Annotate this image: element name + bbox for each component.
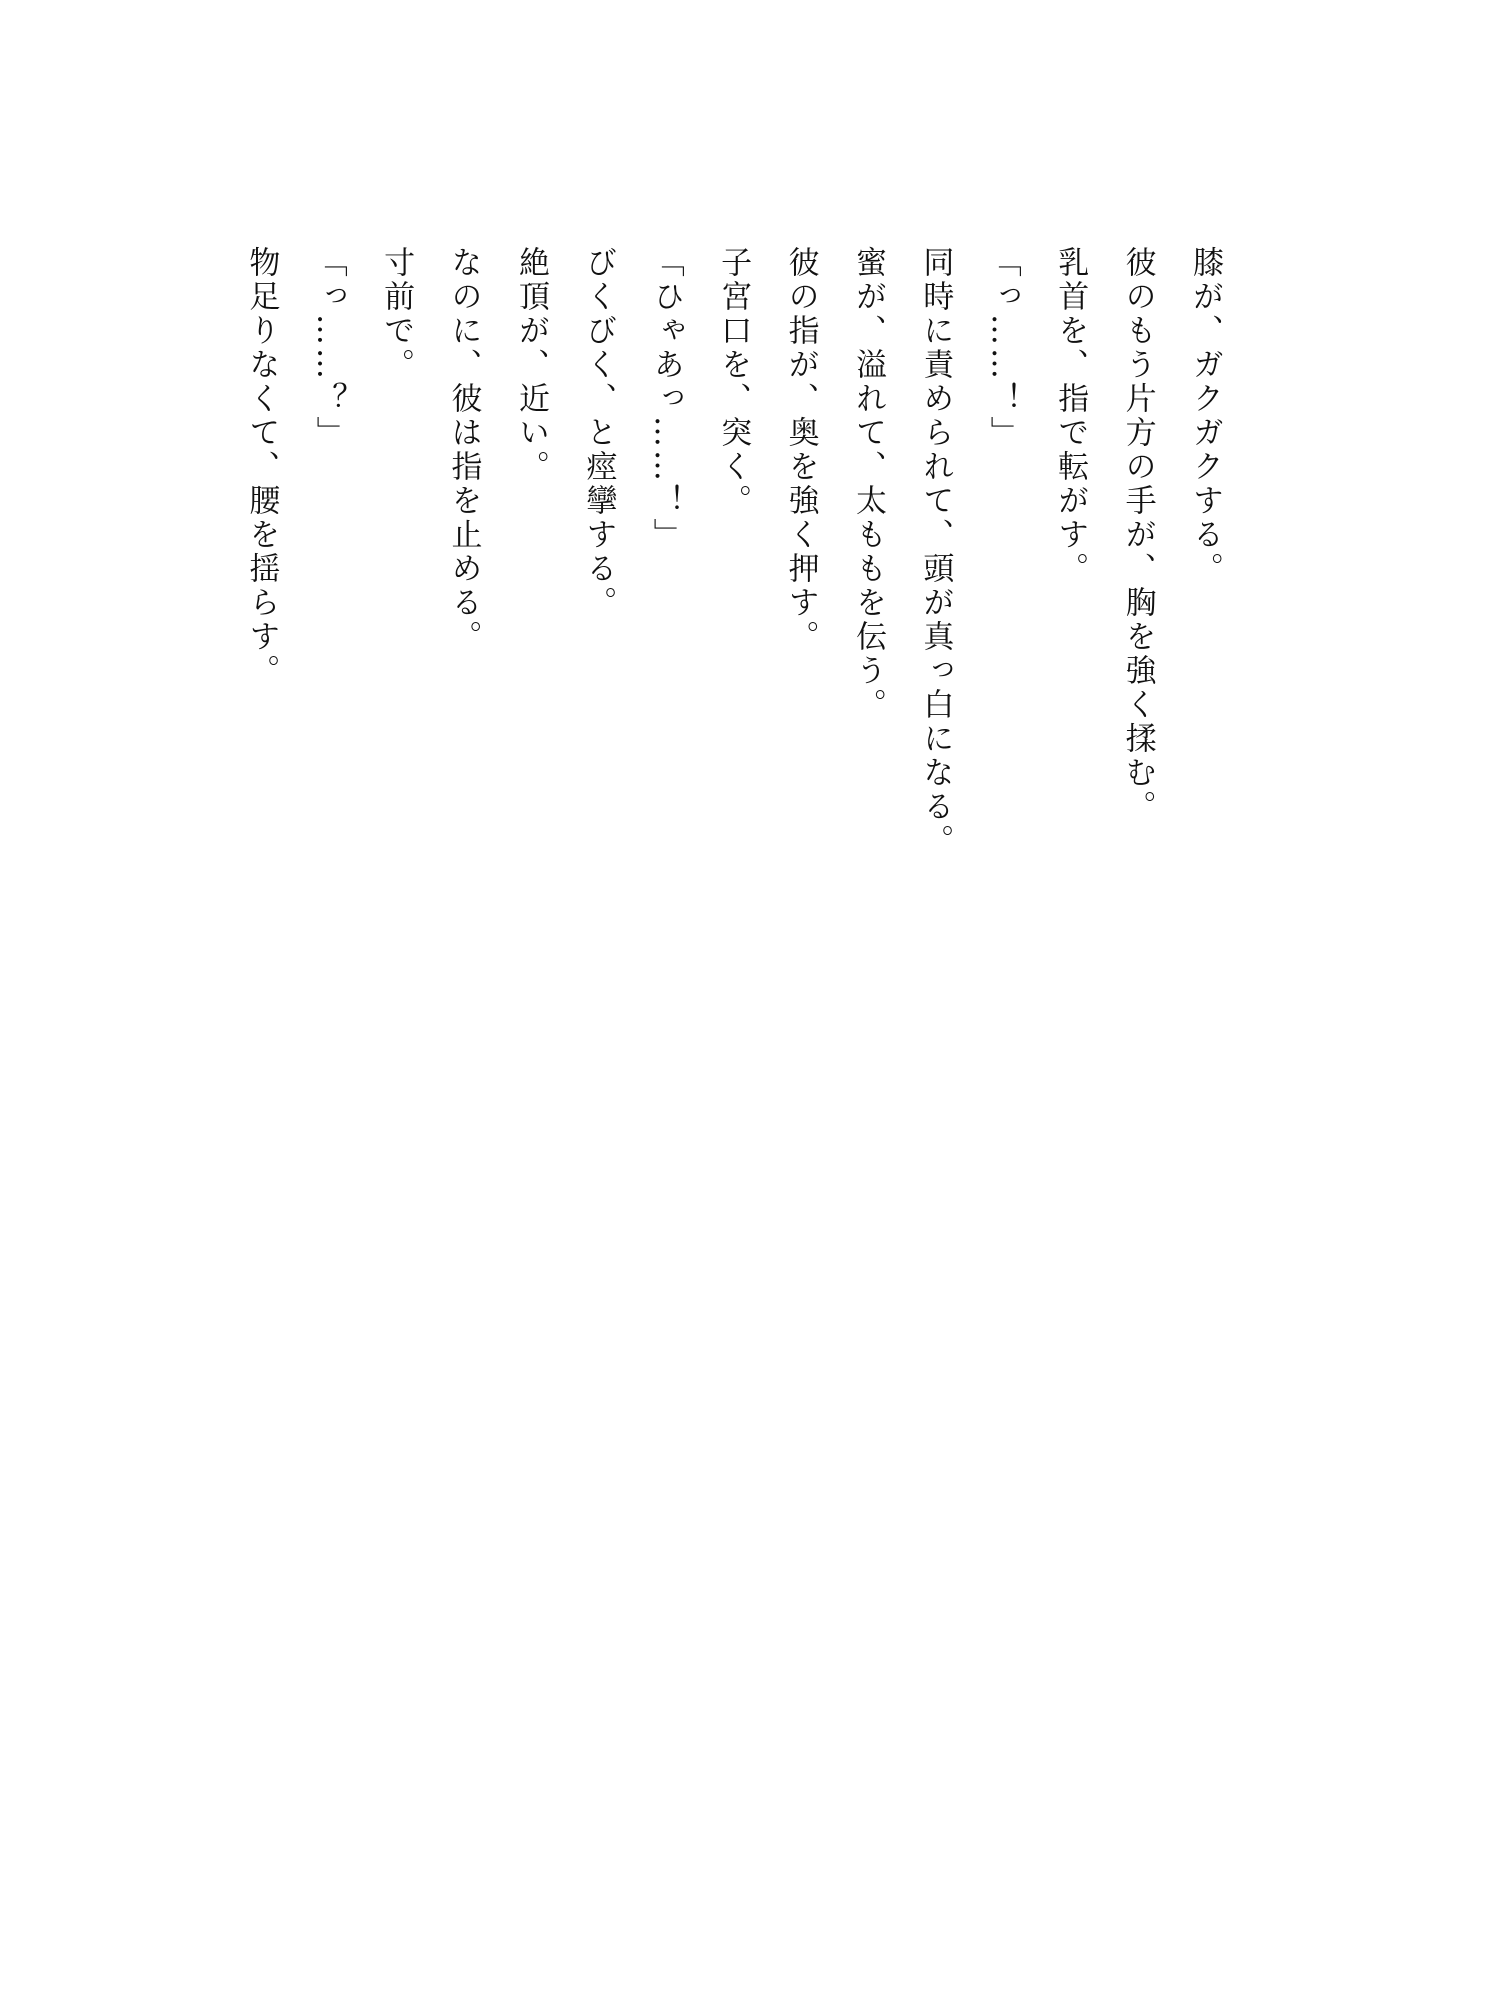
text-line: 「っ……？」 (310, 246, 347, 450)
text-line: 寸前で。 (378, 246, 415, 382)
text-line: 蜜が、溢れて、太ももを伝う。 (849, 246, 886, 722)
vertical-text-body (227, 246, 1238, 1126)
text-line: 乳首を、指で転がす。 (1052, 246, 1089, 586)
text-line: 子宮口を、突く。 (715, 246, 752, 518)
text-line: 「っ……！」 (984, 246, 1021, 450)
text-line: 物足りなくて、腰を揺らす。 (243, 246, 280, 688)
text-line: びくびく、と痙攣する。 (580, 246, 617, 620)
text-line: 「ひゃあっ……！」 (647, 246, 684, 552)
text-line: 同時に責められて、頭が真っ白になる。 (917, 246, 954, 858)
text-line: 膝が、ガクガクする。 (1187, 246, 1223, 586)
text-line: なのに、彼は指を止める。 (445, 246, 482, 654)
text-line: 絶頂が、近い。 (512, 246, 549, 484)
text-line: 彼の指が、奥を強く押す。 (782, 246, 819, 654)
text-line: 彼のもう片方の手が、胸を強く揉む。 (1119, 246, 1156, 824)
